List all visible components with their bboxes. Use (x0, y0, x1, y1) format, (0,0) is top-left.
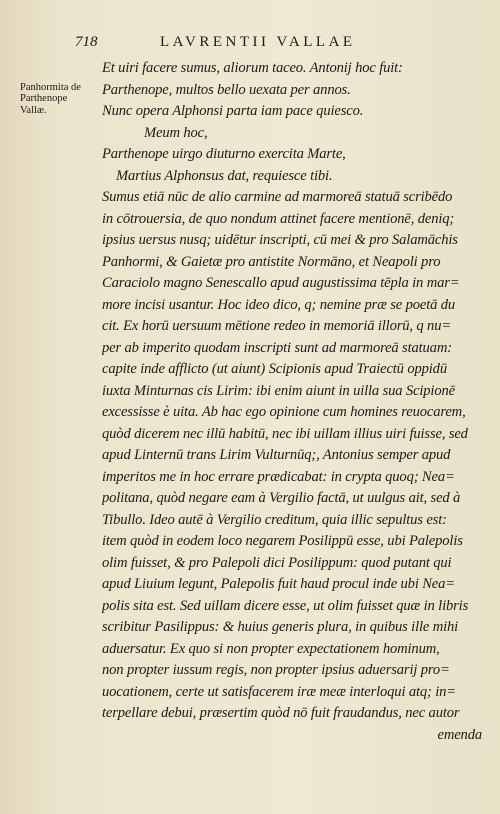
text-line: Parthenope uirgo diuturno exercita Marte, (102, 146, 346, 162)
text-line: Tibullo. Ideo autē à Vergilio creditum, quia illic sepultus est: (102, 511, 447, 528)
text-line: polis sita est. Sed uillam dicere esse, ut olim fuisset quæ in libris (102, 597, 469, 614)
margin-note: Vallæ. (20, 105, 47, 116)
text-line: Meum hoc, (144, 124, 208, 141)
text-line: uocationem, certe ut satisfacerem iræ meæ interloqui atq; in= (102, 683, 457, 700)
text-line: non propter iussum regis, non propter ipsius aduersarij pro= (102, 662, 450, 678)
text-line: terpellare debui, præsertim quòd nō fuit fraudandus, nec autor (102, 705, 460, 721)
text-line: ipsius uersus nusq; uidētur inscripti, cū mei & pro Salamāchis (102, 232, 458, 248)
margin-note: Panhormita de Parthenope (20, 82, 81, 104)
page-header (0, 34, 500, 54)
text-line: excessisse è uita. Ab hac ego opinione cum homines reuocarem, (102, 404, 466, 420)
text-line: Panhormi, & Gaietæ pro antistite Normāno, et Neapoli pro (102, 253, 441, 270)
text-line: aduersatur. Ex quo si non propter expectationem hominum, (102, 640, 440, 657)
text-line: apud Liuium legunt, Palepolis fuit haud procul inde ubi Nea= (102, 576, 455, 592)
text-line: per ab imperito quodam inscripti sunt ad marmoreā statuam: (102, 339, 452, 356)
text-line: Sumus etiā nūc de alio carmine ad marmoreā statuā scribēdo (102, 189, 453, 205)
text-line: emenda (437, 726, 482, 743)
text-line: Parthenope, multos bello uexata per annos. (102, 81, 351, 98)
text-line: Nunc opera Alphonsi parta iam pace quiesco. (102, 103, 364, 119)
text-line: more incisi usantur. Hoc ideo dico, q; nemine præ se poetā du (102, 296, 456, 313)
text-line: in cōtrouersia, de quo nondum attinet facere mentionē, deniq; (102, 210, 455, 227)
text-line: cit. Ex horū uersuum mētione redeo in memoriā illorū, q nu= (102, 318, 452, 334)
text-line: item quòd in eodem loco negarem Posilippū esse, ubi Palepolis (102, 533, 463, 549)
text-line: politana, quòd negare eam à Vergilio factā, ut uulgus ait, sed à (102, 490, 461, 506)
text-line: Caraciolo magno Senescallo apud augustissima tēpla in mar= (102, 275, 460, 291)
text-line: quòd dicerem nec illū habitū, nec ibi uillam illius uiri fuisse, sed (102, 425, 468, 442)
text-line: capite inde afflicto (ut aiunt) Scipionis apud Traiectū oppidū (102, 361, 447, 377)
text-line: apud Linternū trans Lirim Vulturnūq;, Antonius semper apud (102, 447, 451, 463)
body-text (102, 58, 482, 746)
text-line: imperitos me in hoc errare prædicabat: in crypta quoq; Nea= (102, 468, 455, 485)
margin-notes (20, 82, 102, 116)
text-line: olim fuisset, & pro Palepoli dici Posilippum: quod putant qui (102, 554, 452, 571)
text-line: iuxta Minturnas cis Lirim: ibi enim aiunt in uilla sua Scipionē (102, 382, 455, 399)
text-line: scribitur Pasilippus: & huius generis plura, in quibus ille mihi (102, 619, 459, 635)
page-number: 718 (75, 34, 98, 50)
running-head: LAVRENTII VALLAE (160, 34, 356, 50)
text-line: Martius Alphonsus dat, requiesce tibi. (116, 167, 333, 184)
text-line: Et uiri facere sumus, aliorum taceo. Antonij hoc fuit: (102, 60, 403, 76)
